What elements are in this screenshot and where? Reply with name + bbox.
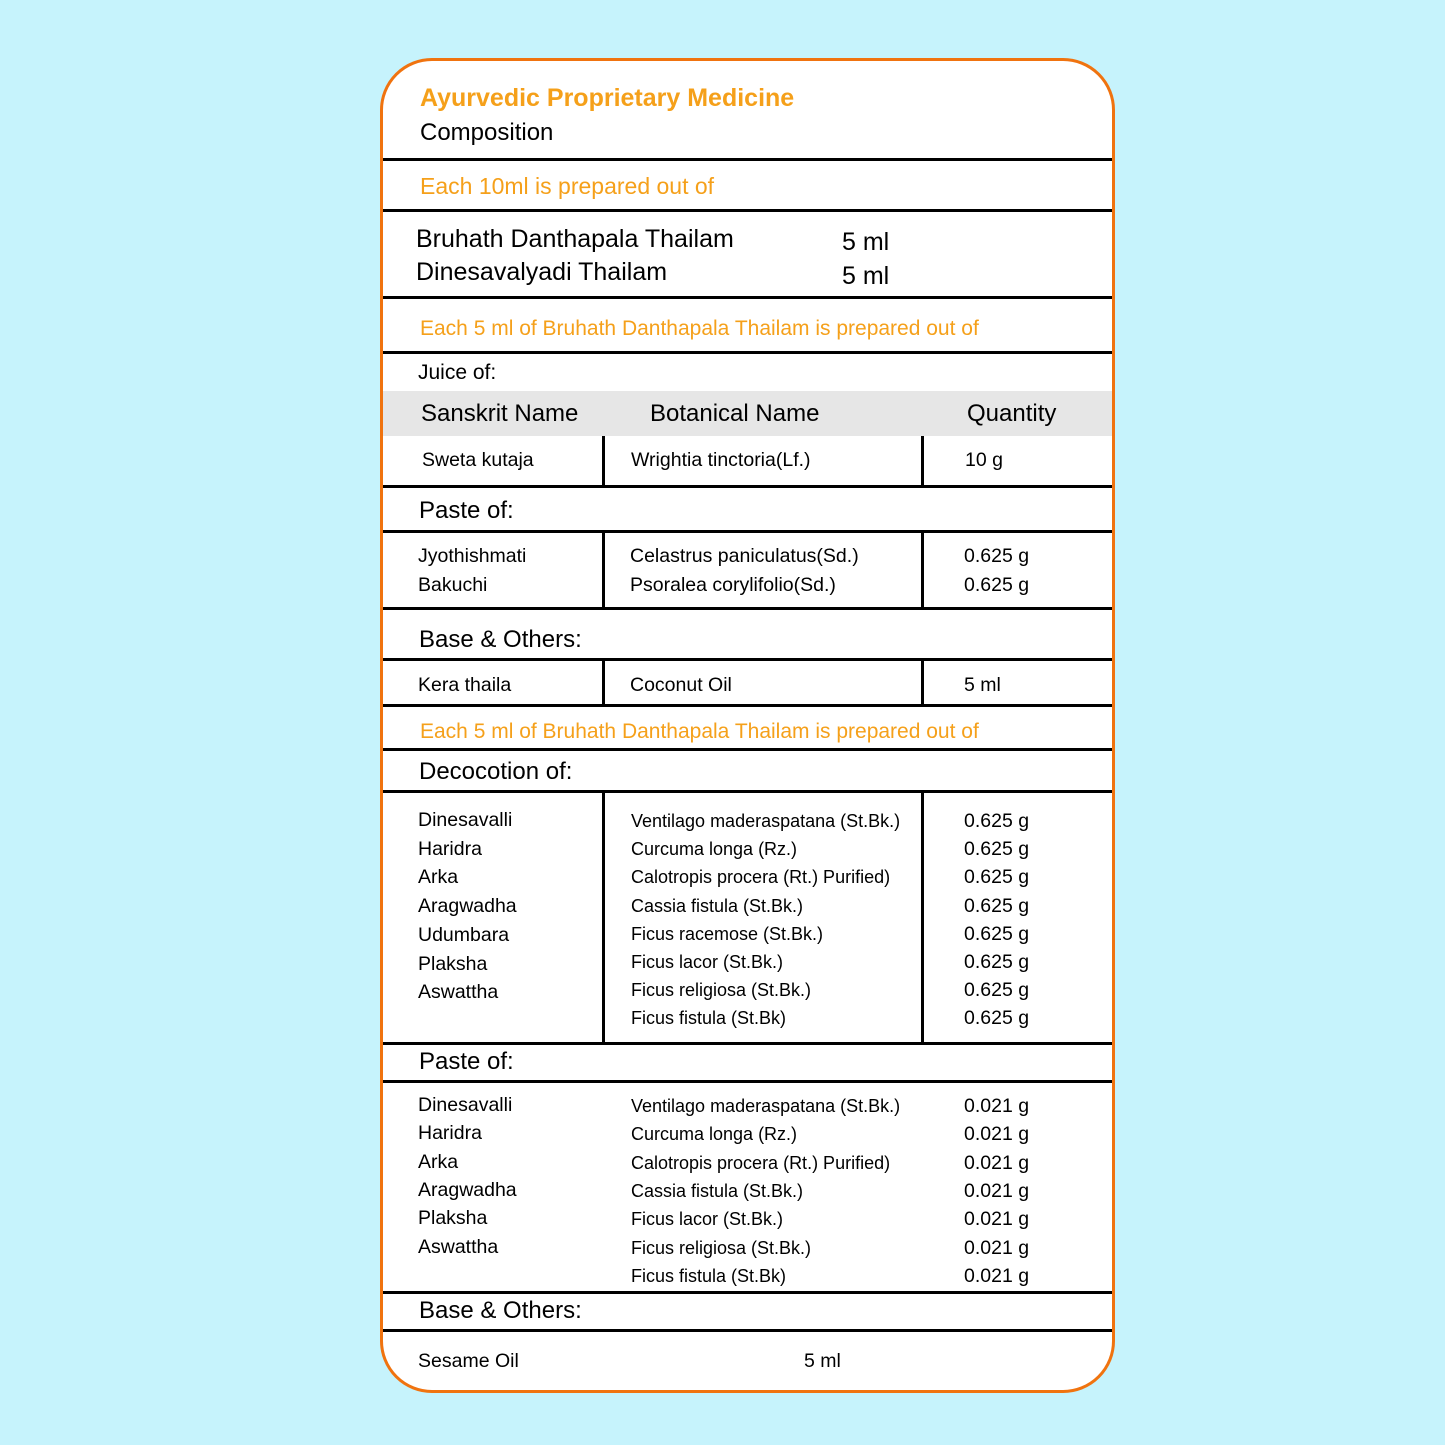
column-rule	[921, 661, 924, 706]
decoction-botanical: Ficus fistula (St.Bk)	[631, 1008, 787, 1029]
paste2-botanical: Cassia fistula (St.Bk.)	[631, 1180, 804, 1201]
decoction-sanskrit: Udumbara	[418, 923, 510, 946]
paste2-botanical: Ficus religiosa (St.Bk.)	[631, 1237, 812, 1258]
column-rule	[602, 533, 605, 608]
col-sanskrit-header: Sanskrit Name	[421, 400, 579, 427]
paste-sanskrit: Bakuchi	[418, 574, 488, 596]
juice-label: Juice of:	[418, 361, 497, 384]
decoction-botanical: Ficus racemose (St.Bk.)	[631, 923, 824, 944]
divider	[383, 1329, 1112, 1332]
part1-heading: Each 5 ml of Bruhath Danthapala Thailam is prepared out of	[420, 317, 979, 340]
divider	[383, 658, 1112, 661]
paste-label: Paste of:	[419, 497, 514, 524]
divider	[383, 748, 1112, 751]
intro-item-name: Dinesavalyadi Thailam	[416, 258, 668, 286]
divider	[383, 1042, 1112, 1045]
paste2-label: Paste of:	[419, 1048, 514, 1075]
decoction-qty: 0.625 g	[964, 866, 1030, 889]
paste2-sanskrit: Plaksha	[418, 1207, 488, 1230]
divider	[383, 485, 1112, 488]
divider	[383, 296, 1112, 299]
decoction-qty: 0.625 g	[964, 979, 1030, 1002]
divider	[383, 704, 1112, 707]
base2-name: Sesame Oil	[418, 1350, 519, 1372]
paste2-sanskrit: Arka	[418, 1150, 459, 1173]
col-botanical-header: Botanical Name	[650, 400, 820, 427]
paste2-qty: 0.021 g	[964, 1095, 1030, 1117]
decoction-botanical: Calotropis procera (Rt.) Purified)	[631, 867, 891, 888]
paste2-botanical: Curcuma longa (Rz.)	[631, 1124, 798, 1145]
decoction-botanical: Curcuma longa (Rz.)	[631, 839, 798, 860]
paste2-qty: 0.021 g	[964, 1264, 1030, 1287]
paste2-qty: 0.021 g	[964, 1179, 1030, 1202]
juice-sanskrit: Sweta kutaja	[422, 449, 534, 471]
base2-qty: 5 ml	[804, 1350, 841, 1372]
decoction-sanskrit: Haridra	[418, 837, 482, 860]
paste-qty: 0.625 g	[964, 545, 1030, 567]
paste2-botanical: Ficus fistula (St.Bk)	[631, 1265, 787, 1286]
label-subtitle: Composition	[420, 119, 554, 146]
divider	[383, 790, 1112, 793]
decoction-botanical: Cassia fistula (St.Bk.)	[631, 895, 804, 916]
paste2-qty: 0.021 g	[964, 1123, 1030, 1146]
paste2-sanskrit: Aswattha	[418, 1235, 499, 1258]
part2-heading: Each 5 ml of Bruhath Danthapala Thailam is prepared out of	[420, 720, 979, 743]
divider	[383, 1291, 1112, 1294]
paste2-botanical: Ficus lacor (St.Bk.)	[631, 1209, 784, 1230]
paste2-botanical: Ventilago maderaspatana (St.Bk.)	[631, 1096, 901, 1116]
decoction-qty: 0.625 g	[964, 894, 1030, 917]
base-botanical: Coconut Oil	[630, 674, 732, 696]
juice-botanical: Wrightia tinctoria(Lf.)	[631, 449, 811, 471]
decoction-sanskrit: Arka	[418, 866, 459, 889]
paste2-qty: 0.021 g	[964, 1151, 1030, 1174]
divider	[383, 351, 1112, 354]
decoction-sanskrit: Dinesavalli	[418, 809, 513, 831]
paste2-botanical: Calotropis procera (Rt.) Purified)	[631, 1152, 891, 1173]
decoction-botanical: Ficus religiosa (St.Bk.)	[631, 980, 812, 1001]
decoction-botanical: Ventilago maderaspatana (St.Bk.)	[631, 811, 901, 831]
divider	[383, 209, 1112, 212]
column-rule	[602, 436, 605, 487]
divider	[383, 1080, 1112, 1083]
col-quantity-header: Quantity	[967, 400, 1057, 427]
paste2-sanskrit: Aragwadha	[418, 1178, 517, 1201]
base2-label: Base & Others:	[419, 1297, 582, 1324]
base-sanskrit: Kera thaila	[418, 674, 512, 696]
juice-qty: 10 g	[965, 449, 1003, 471]
label-title: Ayurvedic Proprietary Medicine	[420, 84, 795, 112]
paste-sanskrit: Jyothishmati	[418, 545, 527, 567]
column-rule	[921, 533, 924, 608]
divider	[383, 158, 1112, 161]
decoction-qty: 0.625 g	[964, 922, 1030, 945]
divider	[383, 530, 1112, 533]
decoction-sanskrit: Plaksha	[418, 952, 488, 975]
base-qty: 5 ml	[964, 674, 1001, 696]
paste-qty: 0.625 g	[964, 574, 1030, 596]
decoction-sanskrit: Aswattha	[418, 981, 499, 1004]
divider	[383, 607, 1112, 610]
decoction-qty: 0.625 g	[964, 951, 1030, 973]
paste2-qty: 0.021 g	[964, 1208, 1030, 1231]
intro-item-qty: 5 ml	[842, 228, 890, 256]
column-rule	[921, 793, 924, 1043]
column-rule	[602, 793, 605, 1043]
column-rule	[602, 661, 605, 706]
intro-heading: Each 10ml is prepared out of	[420, 173, 715, 199]
column-rule	[921, 436, 924, 487]
paste-botanical: Celastrus paniculatus(Sd.)	[630, 545, 859, 567]
decoction-label: Decocotion of:	[419, 758, 573, 785]
decoction-qty: 0.625 g	[964, 810, 1030, 832]
paste2-sanskrit: Haridra	[418, 1122, 482, 1145]
decoction-qty: 0.625 g	[964, 838, 1030, 861]
base-label: Base & Others:	[419, 626, 582, 653]
medicine-label-card	[380, 58, 1115, 1393]
intro-item-name: Bruhath Danthapala Thailam	[416, 225, 734, 253]
decoction-botanical: Ficus lacor (St.Bk.)	[631, 952, 784, 972]
paste2-sanskrit: Dinesavalli	[418, 1094, 513, 1116]
decoction-qty: 0.625 g	[964, 1007, 1030, 1030]
intro-item-qty: 5 ml	[842, 262, 890, 290]
decoction-sanskrit: Aragwadha	[418, 895, 517, 918]
paste2-qty: 0.021 g	[964, 1236, 1030, 1259]
paste-botanical: Psoralea corylifolio(Sd.)	[630, 574, 836, 596]
